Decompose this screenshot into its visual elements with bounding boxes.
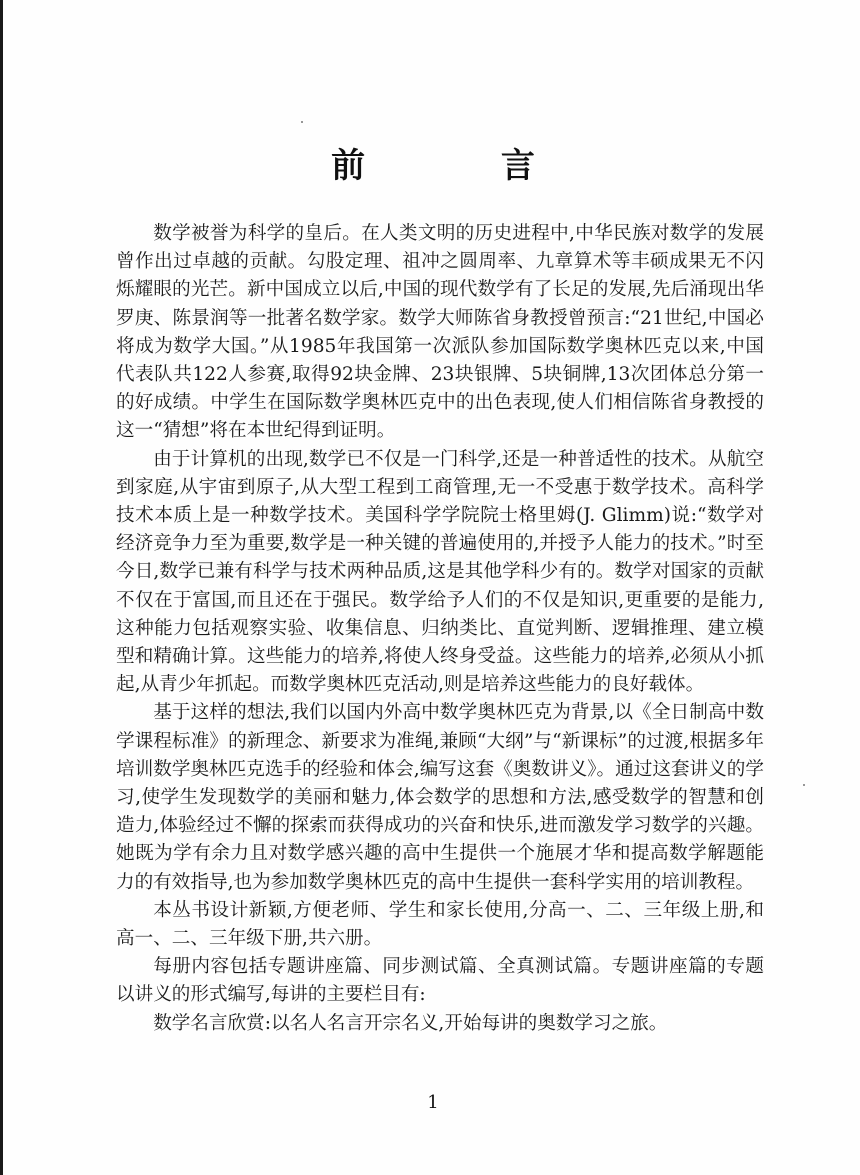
scan-speck: [803, 784, 805, 786]
paragraph: 每册内容包括专题讲座篇、同步测试篇、全真测试篇。专题讲座篇的专题以讲义的形式编写,每讲的主要栏目有:: [116, 956, 764, 1006]
paragraph: 数学被誉为科学的皇后。在人类文明的历史进程中,中华民族对数学的发展曾作出过卓越的贡献。勾股定理、祖冲之圆周率、九章算术等丰硕成果无不闪烁耀眼的光芒。新中国成立以后,中国的现代数学有了长足的发展,先后涌现出华罗庚、陈景润等一批著名数学家。数学大师陈省身教授曾预言:“21世纪,中国必将成为数学大国。”从1985年我国第一次派队参加国际数学奥林匹克以来,中国代表队共122人参赛,取得92块金牌、23块银牌、5块铜牌,13次团体总分第一的好成绩。中学生在国际数学奥林匹克中的出色表现,使人们相信陈省身教授的这一“猜想”将在本世纪得到证明。: [116, 223, 764, 442]
scan-speck: [301, 121, 303, 123]
paragraph: 数学名言欣赏:以名人名言开宗名义,开始每讲的奥数学习之旅。: [153, 1012, 668, 1034]
paragraph: 本丛书设计新颖,方便老师、学生和家长使用,分高一、二、三年级上册,和高一、二、三年级下册,共六册。: [116, 899, 764, 950]
paragraph: 由于计算机的出现,数学已不仅是一门科学,还是一种普适性的技术。从航空到家庭,从宇宙到原子,从大型工程到工商管理,无一不受惠于数学技术。高科学技术本质上是一种数学技术。美国科学学院院士格里姆(J. Glimm)说:“数学对经济竞争力至为重要,数学是一种关键的普遍使用的,并授予人能力的技术。”时至今日,数学已兼有科学与技术两种品质,这是其他学科少有的。数学对国家的贡献不仅在于富国,而且还在于强民。数学给予人们的不仅是知识,更重要的是能力,这种能力包括观察实验、收集信息、归纳类比、直觉判断、逻辑推理、建立模型和精确计算。这些能力的培养,将使人终身受益。这些能力的培养,必须从小抓起,从青少年抓起。而数学奥林匹克活动,则是培养这些能力的良好载体。: [116, 448, 764, 696]
page-title: 前 言: [331, 146, 597, 186]
paragraph: 基于这样的想法,我们以国内外高中数学奥林匹克为背景,以《全日制高中数学课程标准》的新理念、新要求为准绳,兼顾“大纲”与“新课标”的过渡,根据多年培训数学奥林匹克选手的经验和体会,编写这套《奥数讲义》。通过这套讲义的学习,使学生发现数学的美丽和魅力,体会数学的思想和方法,感受数学的智慧和创造力,体验经过不懈的探索而获得成功的兴奋和快乐,进而激发学习数学的兴趣。她既为学有余力且对数学感兴趣的高中生提供一个施展才华和提高数学解题能力的有效指导,也为参加数学奥林匹克的高中生提供一套科学实用的培训教程。: [116, 702, 764, 893]
document-body: [116, 220, 764, 1038]
page-number: 1: [427, 1092, 439, 1113]
